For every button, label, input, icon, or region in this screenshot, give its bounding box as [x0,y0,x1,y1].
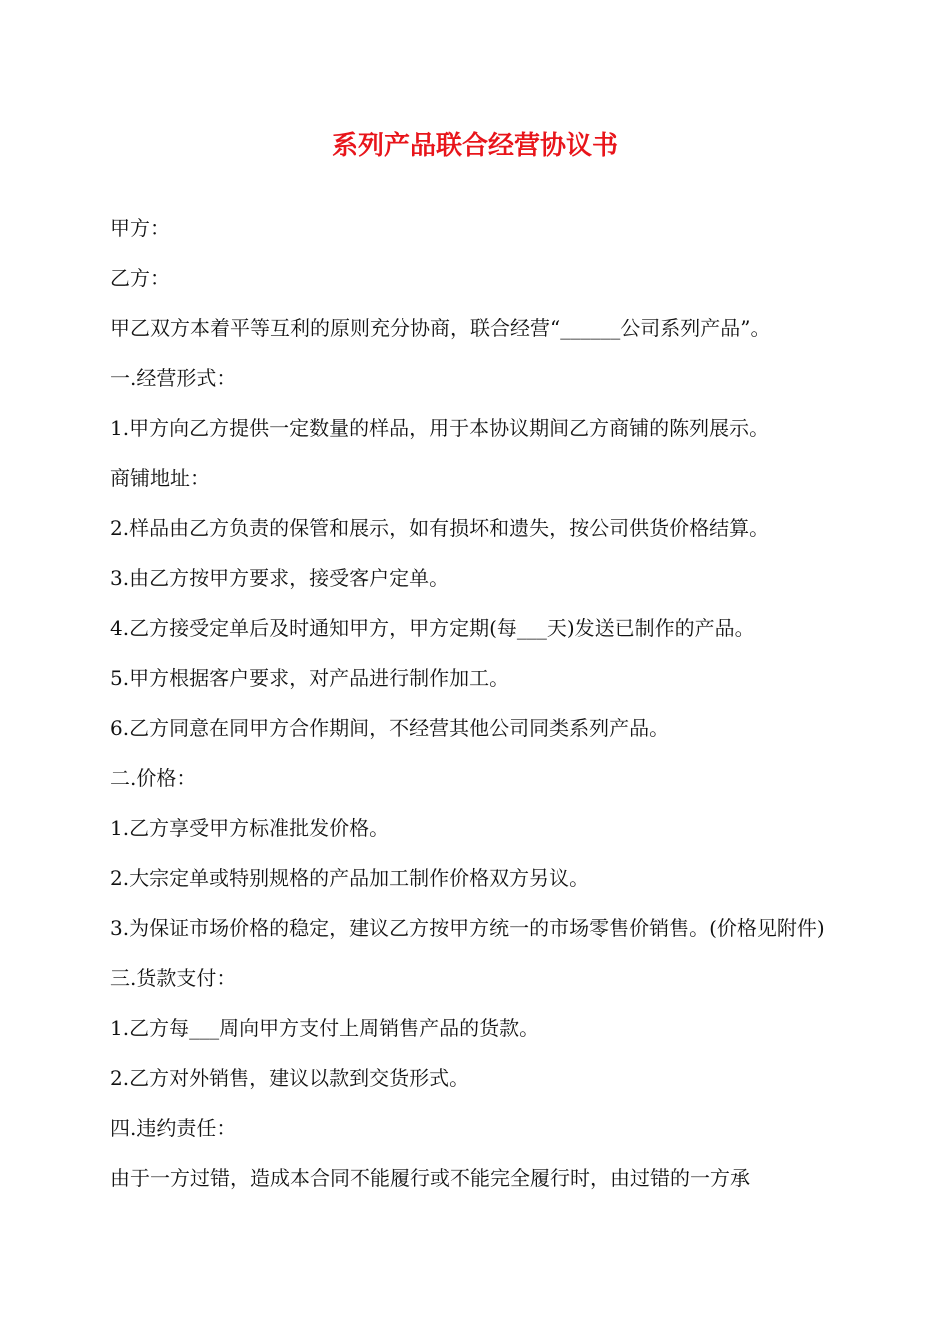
clause-operation-5: 5.甲方根据客户要求，对产品进行制作加工。 [110,666,510,690]
party-a-line: 甲方： [110,216,170,240]
store-address-line: 商铺地址： [110,466,210,490]
clause-operation-6: 6.乙方同意在同甲方合作期间，不经营其他公司同类系列产品。 [110,716,670,740]
clause-price-3: 3.为保证市场价格的稳定，建议乙方按甲方统一的市场零售价销售。(价格见附件) [110,916,825,940]
section-heading-liability: 四.违约责任： [110,1116,237,1140]
clause-operation-1: 1.甲方向乙方提供一定数量的样品，用于本协议期间乙方商铺的陈列展示。 [110,416,770,440]
clause-price-1: 1.乙方享受甲方标准批发价格。 [110,816,390,840]
section-heading-payment: 三.货款支付： [110,966,237,990]
section-heading-operation: 一.经营形式： [110,366,237,390]
party-b-line: 乙方： [110,266,170,290]
document-title: 系列产品联合经营协议书 [331,131,618,161]
clause-operation-3: 3.由乙方按甲方要求，接受客户定单。 [110,566,450,590]
clause-payment-2: 2.乙方对外销售，建议以款到交货形式。 [110,1066,470,1090]
clause-price-2: 2.大宗定单或特别规格的产品加工制作价格双方另议。 [110,866,590,890]
clause-payment-1: 1.乙方每___周向甲方支付上周销售产品的货款。 [110,1016,540,1040]
clause-operation-4: 4.乙方接受定单后及时通知甲方，甲方定期(每___天)发送已制作的产品。 [110,616,755,640]
clause-operation-2: 2.样品由乙方负责的保管和展示，如有损坏和遗失，按公司供货价格结算。 [110,516,770,540]
preamble-paragraph: 甲乙双方本着平等互利的原则充分协商，联合经营“______公司系列产品”。 [110,316,771,340]
section-heading-price: 二.价格： [110,766,197,790]
clause-liability-text: 由于一方过错，造成本合同不能履行或不能完全履行时，由过错的一方承 [110,1166,750,1190]
document-body [110,216,842,1190]
